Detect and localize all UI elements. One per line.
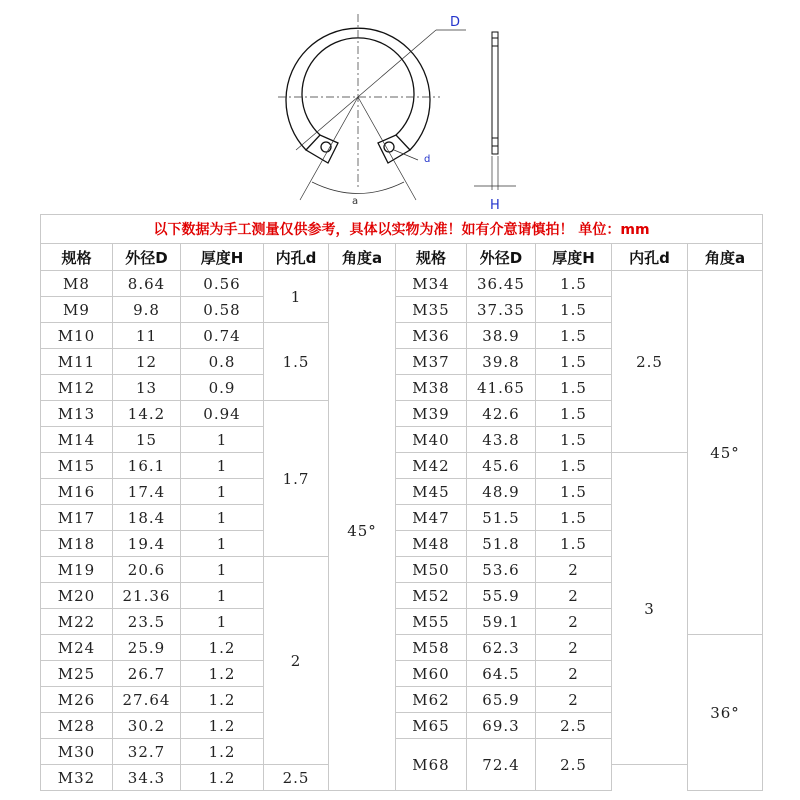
left-spec-cell: M18 bbox=[41, 531, 113, 557]
left-hole-cell: 1 bbox=[264, 271, 329, 323]
right-outer-diameter-cell: 51.5 bbox=[467, 505, 536, 531]
label-D: D bbox=[450, 15, 461, 30]
left-angle-cell: 45° bbox=[329, 271, 396, 791]
left-hole-cell: 2.5 bbox=[264, 765, 329, 791]
right-outer-diameter-cell: 51.8 bbox=[467, 531, 536, 557]
left-spec-cell: M20 bbox=[41, 583, 113, 609]
right-thickness-cell: 1.5 bbox=[536, 375, 612, 401]
right-outer-diameter-cell: 37.35 bbox=[467, 297, 536, 323]
left-outer-diameter-cell: 21.36 bbox=[113, 583, 181, 609]
right-hole-cell: 2.5 bbox=[612, 271, 688, 453]
left-thickness-cell: 1 bbox=[181, 427, 264, 453]
left-outer-diameter-cell: 17.4 bbox=[113, 479, 181, 505]
header-outer-diameter: 外径D bbox=[113, 244, 181, 271]
right-thickness-cell: 2 bbox=[536, 687, 612, 713]
right-thickness-cell: 2.5 bbox=[536, 739, 612, 791]
right-spec-cell: M36 bbox=[396, 323, 467, 349]
right-spec-cell: M38 bbox=[396, 375, 467, 401]
right-spec-cell: M37 bbox=[396, 349, 467, 375]
left-spec-cell: M32 bbox=[41, 765, 113, 791]
left-thickness-cell: 1 bbox=[181, 557, 264, 583]
left-thickness-cell: 1 bbox=[181, 531, 264, 557]
left-spec-cell: M10 bbox=[41, 323, 113, 349]
right-spec-cell: M39 bbox=[396, 401, 467, 427]
right-thickness-cell: 1.5 bbox=[536, 453, 612, 479]
right-spec-cell: M40 bbox=[396, 427, 467, 453]
ring-side-view bbox=[492, 32, 498, 154]
left-thickness-cell: 0.56 bbox=[181, 271, 264, 297]
right-outer-diameter-cell: 53.6 bbox=[467, 557, 536, 583]
header-thickness: 厚度H bbox=[536, 244, 612, 271]
right-spec-cell: M48 bbox=[396, 531, 467, 557]
right-outer-diameter-cell: 39.8 bbox=[467, 349, 536, 375]
header-thickness: 厚度H bbox=[181, 244, 264, 271]
left-thickness-cell: 0.8 bbox=[181, 349, 264, 375]
left-thickness-cell: 1 bbox=[181, 479, 264, 505]
left-spec-cell: M28 bbox=[41, 713, 113, 739]
right-thickness-cell: 2 bbox=[536, 661, 612, 687]
right-spec-cell: M62 bbox=[396, 687, 467, 713]
right-thickness-cell: 1.5 bbox=[536, 297, 612, 323]
right-spec-cell: M65 bbox=[396, 713, 467, 739]
right-outer-diameter-cell: 69.3 bbox=[467, 713, 536, 739]
header-angle: 角度a bbox=[329, 244, 396, 271]
left-spec-cell: M30 bbox=[41, 739, 113, 765]
right-spec-cell: M52 bbox=[396, 583, 467, 609]
left-outer-diameter-cell: 26.7 bbox=[113, 661, 181, 687]
right-angle-cell: 45° bbox=[688, 271, 763, 635]
right-outer-diameter-cell: 48.9 bbox=[467, 479, 536, 505]
right-outer-diameter-cell: 45.6 bbox=[467, 453, 536, 479]
left-outer-diameter-cell: 27.64 bbox=[113, 687, 181, 713]
right-outer-diameter-cell: 65.9 bbox=[467, 687, 536, 713]
right-thickness-cell: 1.5 bbox=[536, 323, 612, 349]
left-outer-diameter-cell: 32.7 bbox=[113, 739, 181, 765]
label-H: H bbox=[490, 198, 500, 212]
right-spec-cell: M47 bbox=[396, 505, 467, 531]
left-thickness-cell: 1.2 bbox=[181, 713, 264, 739]
ring-drawing bbox=[0, 0, 800, 212]
right-spec-cell: M34 bbox=[396, 271, 467, 297]
left-hole-cell: 2 bbox=[264, 557, 329, 765]
header-hole: 内孔d bbox=[264, 244, 329, 271]
left-spec-cell: M9 bbox=[41, 297, 113, 323]
header-spec: 规格 bbox=[41, 244, 113, 271]
left-outer-diameter-cell: 34.3 bbox=[113, 765, 181, 791]
left-hole-cell: 1.7 bbox=[264, 401, 329, 557]
left-outer-diameter-cell: 19.4 bbox=[113, 531, 181, 557]
right-spec-cell: M45 bbox=[396, 479, 467, 505]
right-thickness-cell: 1.5 bbox=[536, 479, 612, 505]
left-outer-diameter-cell: 30.2 bbox=[113, 713, 181, 739]
right-outer-diameter-cell: 41.65 bbox=[467, 375, 536, 401]
right-outer-diameter-cell: 72.4 bbox=[467, 739, 536, 791]
left-thickness-cell: 0.74 bbox=[181, 323, 264, 349]
left-thickness-cell: 1 bbox=[181, 609, 264, 635]
right-thickness-cell: 2 bbox=[536, 609, 612, 635]
left-thickness-cell: 1 bbox=[181, 453, 264, 479]
notice-banner: 以下数据为手工测量仅供参考，具体以实物为准！如有介意请慎拍！ 单位：mm bbox=[41, 215, 763, 244]
left-spec-cell: M25 bbox=[41, 661, 113, 687]
left-spec-cell: M17 bbox=[41, 505, 113, 531]
left-thickness-cell: 1.2 bbox=[181, 765, 264, 791]
left-spec-cell: M13 bbox=[41, 401, 113, 427]
right-spec-cell: M50 bbox=[396, 557, 467, 583]
left-outer-diameter-cell: 20.6 bbox=[113, 557, 181, 583]
header-spec: 规格 bbox=[396, 244, 467, 271]
left-spec-cell: M19 bbox=[41, 557, 113, 583]
left-spec-cell: M14 bbox=[41, 427, 113, 453]
right-outer-diameter-cell: 36.45 bbox=[467, 271, 536, 297]
right-outer-diameter-cell: 42.6 bbox=[467, 401, 536, 427]
right-spec-cell: M55 bbox=[396, 609, 467, 635]
right-spec-cell: M60 bbox=[396, 661, 467, 687]
right-thickness-cell: 1.5 bbox=[536, 401, 612, 427]
left-thickness-cell: 1.2 bbox=[181, 661, 264, 687]
right-thickness-cell: 1.5 bbox=[536, 427, 612, 453]
left-outer-diameter-cell: 23.5 bbox=[113, 609, 181, 635]
left-thickness-cell: 1 bbox=[181, 505, 264, 531]
left-outer-diameter-cell: 12 bbox=[113, 349, 181, 375]
left-thickness-cell: 1 bbox=[181, 583, 264, 609]
left-thickness-cell: 0.9 bbox=[181, 375, 264, 401]
left-hole-cell: 1.5 bbox=[264, 323, 329, 401]
left-thickness-cell: 1.2 bbox=[181, 739, 264, 765]
left-outer-diameter-cell: 18.4 bbox=[113, 505, 181, 531]
right-thickness-cell: 1.5 bbox=[536, 271, 612, 297]
header-outer-diameter: 外径D bbox=[467, 244, 536, 271]
left-spec-cell: M15 bbox=[41, 453, 113, 479]
right-thickness-cell: 2 bbox=[536, 583, 612, 609]
right-outer-diameter-cell: 43.8 bbox=[467, 427, 536, 453]
left-outer-diameter-cell: 16.1 bbox=[113, 453, 181, 479]
left-spec-cell: M16 bbox=[41, 479, 113, 505]
right-outer-diameter-cell: 62.3 bbox=[467, 635, 536, 661]
left-outer-diameter-cell: 15 bbox=[113, 427, 181, 453]
label-a: a bbox=[352, 196, 359, 207]
right-thickness-cell: 2 bbox=[536, 635, 612, 661]
label-d: d bbox=[424, 154, 431, 165]
left-thickness-cell: 0.58 bbox=[181, 297, 264, 323]
left-spec-cell: M12 bbox=[41, 375, 113, 401]
left-outer-diameter-cell: 14.2 bbox=[113, 401, 181, 427]
left-outer-diameter-cell: 8.64 bbox=[113, 271, 181, 297]
left-outer-diameter-cell: 13 bbox=[113, 375, 181, 401]
left-outer-diameter-cell: 25.9 bbox=[113, 635, 181, 661]
right-thickness-cell: 2.5 bbox=[536, 713, 612, 739]
table-row bbox=[41, 453, 763, 479]
right-thickness-cell: 1.5 bbox=[536, 349, 612, 375]
left-thickness-cell: 1.2 bbox=[181, 635, 264, 661]
left-spec-cell: M22 bbox=[41, 609, 113, 635]
right-spec-cell: M68 bbox=[396, 739, 467, 791]
header-hole: 内孔d bbox=[612, 244, 688, 271]
left-outer-diameter-cell: 11 bbox=[113, 323, 181, 349]
right-thickness-cell: 1.5 bbox=[536, 531, 612, 557]
table-header-row bbox=[41, 244, 763, 271]
left-thickness-cell: 1.2 bbox=[181, 687, 264, 713]
right-hole-cell: 3 bbox=[612, 453, 688, 765]
left-thickness-cell: 0.94 bbox=[181, 401, 264, 427]
right-spec-cell: M58 bbox=[396, 635, 467, 661]
right-spec-cell: M35 bbox=[396, 297, 467, 323]
right-outer-diameter-cell: 64.5 bbox=[467, 661, 536, 687]
right-thickness-cell: 2 bbox=[536, 557, 612, 583]
right-outer-diameter-cell: 59.1 bbox=[467, 609, 536, 635]
right-thickness-cell: 1.5 bbox=[536, 505, 612, 531]
header-angle: 角度a bbox=[688, 244, 763, 271]
left-spec-cell: M24 bbox=[41, 635, 113, 661]
left-spec-cell: M26 bbox=[41, 687, 113, 713]
left-spec-cell: M11 bbox=[41, 349, 113, 375]
table-row bbox=[41, 271, 763, 297]
left-outer-diameter-cell: 9.8 bbox=[113, 297, 181, 323]
left-spec-cell: M8 bbox=[41, 271, 113, 297]
right-outer-diameter-cell: 38.9 bbox=[467, 323, 536, 349]
spec-table bbox=[40, 214, 763, 791]
right-angle-cell: 36° bbox=[688, 635, 763, 791]
right-spec-cell: M42 bbox=[396, 453, 467, 479]
right-outer-diameter-cell: 55.9 bbox=[467, 583, 536, 609]
